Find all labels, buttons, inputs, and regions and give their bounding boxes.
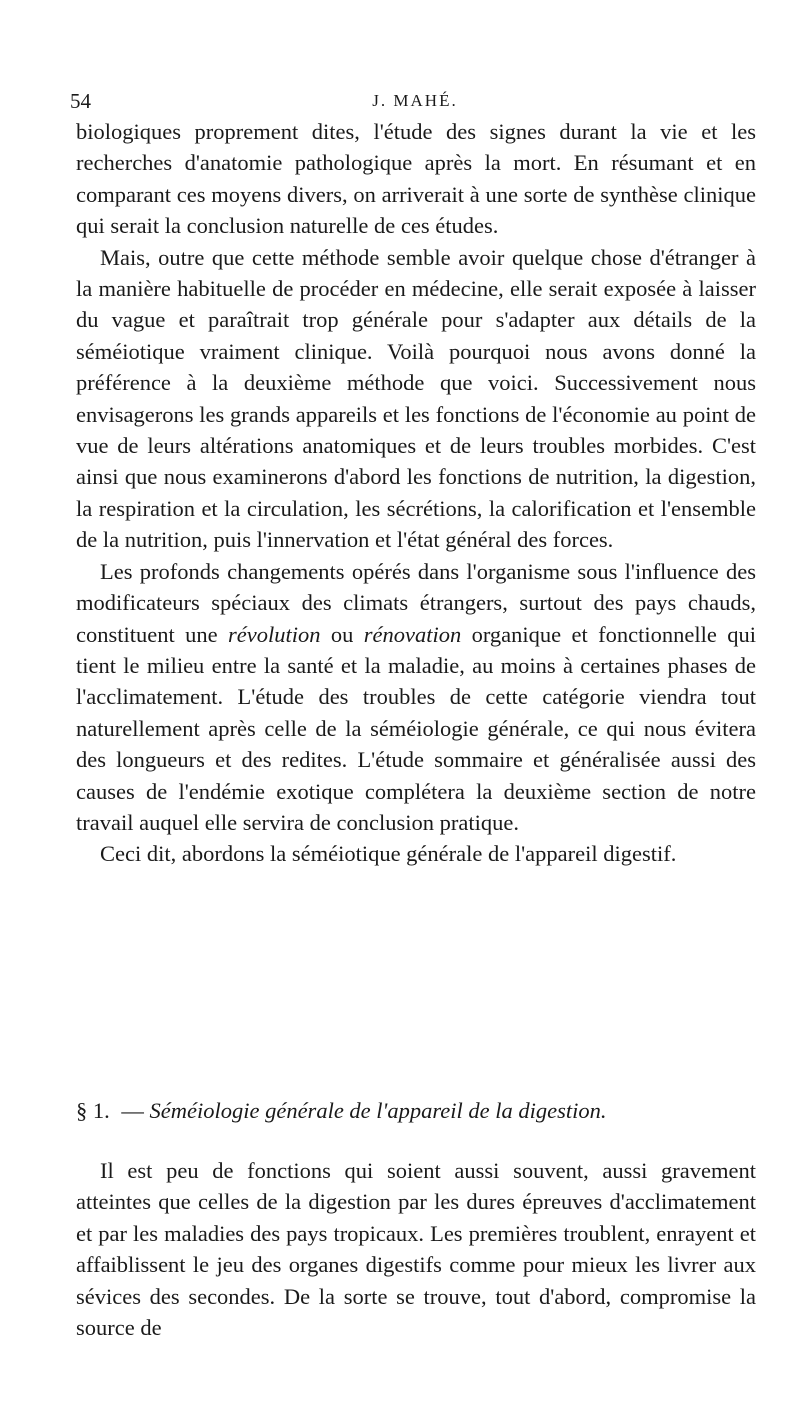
running-head-author: J. MAHÉ. [372,91,458,110]
section-dash: — [121,1098,144,1123]
page-number: 54 [70,89,91,113]
paragraph-method: Mais, outre que cette méthode semble avoir quelque chose d'étranger à la manière habituelle de procéder en médecine, elle serait exposée à laisser du vague et paraîtrait trop générale pour s'adapter aux détails de la séméiotique vraiment clinique. Voilà pourquoi nous avons donné la préférence à la deuxième méthode que voici. Successivement nous envisagerons les grands appareils et les fonctions de l'économie au point de vue de leurs altérations anatomiques et de leurs troubles morbides. C'est ainsi que nous examinerons d'abord les fonctions de nutrition, la digestion, la respiration et la circulation, les sécrétions, la calorification et l'ensemble de la nutrition, puis l'innervation et l'état général des forces. [76,244,756,553]
section-number: § 1. [76,1098,110,1123]
section-title: Séméiologie générale de l'appareil de la digestion. [149,1098,607,1123]
paragraph-digestion: Il est peu de fonctions qui soient aussi souvent, aussi gravement atteintes que celles de la digestion par les dures épreuves d'acclimatement et par les maladies des pays tropicaux. Les premières troublent, enrayent et affaiblissent le jeu des organes digestifs comme pour mieux les livrer aux sévices des secondes. De la sorte se trouve, tout d'abord, compromise la source de [76,1158,756,1341]
paragraph-transition: Ceci dit, abordons la séméiotique générale de l'appareil digestif. [100,841,677,867]
body-text-upper [76,116,756,870]
paragraph-changes: Les profonds changements opérés dans l'organisme sous l'influence des modificateurs spéciaux des climats étrangers, surtout des pays chauds, constituent une révolution ou rénovation organique et fonctionnelle qui tient le milieu entre la santé et la maladie, au moins à certaines phases de l'acclimatement. L'étude des troubles de cette catégorie viendra tout naturellement après celle de la séméiologie générale, ce qui nous évitera des longueurs et des redites. L'étude sommaire et généralisée aussi des causes de l'endémie exotique complétera la deuxième section de notre travail auquel elle servira de conclusion pratique. [76,558,756,835]
emphasis-renovation: rénovation [363,621,462,647]
running-head [70,84,760,118]
body-text-lower [76,1155,756,1343]
section-heading [76,1094,756,1128]
emphasis-revolution: révolution [227,621,321,647]
paragraph-continued: biologiques proprement dites, l'étude des signes durant la vie et les recherches d'anatomie pathologique après la mort. En résumant et en comparant ces moyens divers, on arriverait à une sorte de synthèse clinique qui serait la conclusion naturelle de ces études. [76,119,756,239]
